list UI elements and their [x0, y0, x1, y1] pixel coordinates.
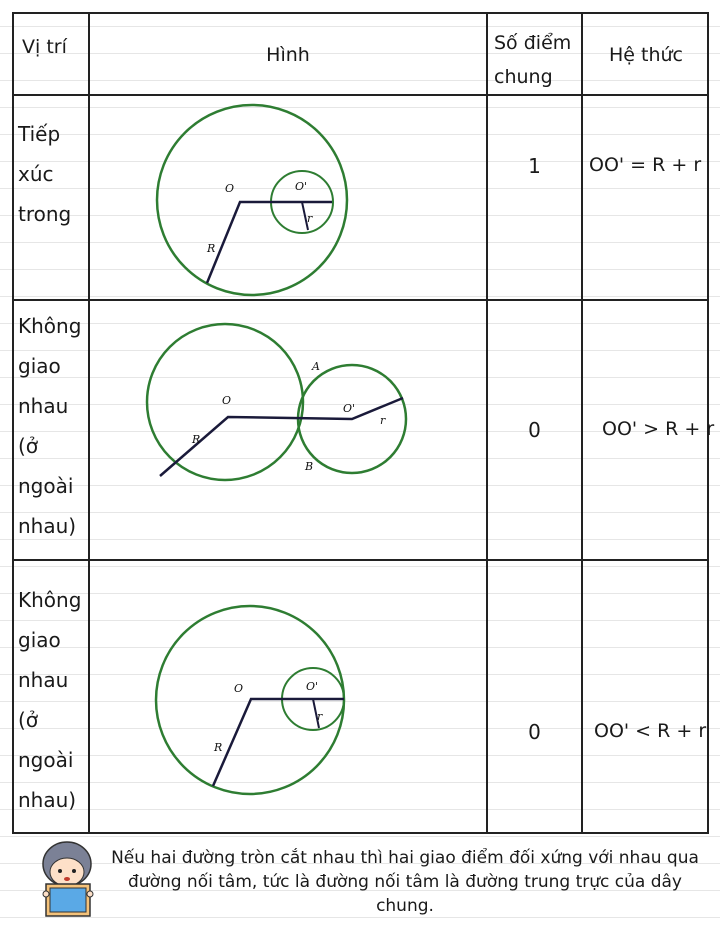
row1-relation: OO' = R + r	[589, 154, 702, 176]
column-divider	[88, 14, 90, 832]
student-avatar-icon	[34, 838, 104, 920]
figure-internal-tangent	[140, 100, 350, 300]
row-divider	[14, 559, 707, 561]
figure-internal-tangent-2	[150, 600, 360, 800]
header-common-points: Số điểm chung	[494, 32, 572, 88]
label-point-a: A	[312, 360, 320, 373]
row1-common-points: 1	[528, 154, 541, 178]
row-divider	[14, 299, 707, 301]
row3-relation: OO' < R + r	[594, 720, 707, 742]
label-point-b: B	[305, 460, 314, 473]
label-o-prime: O'	[295, 180, 308, 193]
row-divider	[14, 94, 707, 96]
center-line	[213, 699, 344, 786]
label-small-radius: r	[317, 710, 323, 723]
center-line	[207, 202, 332, 283]
label-o-prime: O'	[306, 680, 319, 693]
label-o-prime: O'	[343, 402, 356, 415]
row3-position: Không giao nhau (ở ngoài nhau)	[18, 588, 82, 812]
row2-position: Không giao nhau (ở ngoài nhau)	[18, 314, 82, 538]
label-big-radius: R	[192, 433, 201, 446]
figure-external	[135, 318, 415, 493]
column-divider	[581, 14, 583, 832]
header-figure: Hình	[266, 44, 310, 66]
row2-relation: OO' > R + r	[602, 418, 715, 440]
label-o: O	[225, 182, 235, 195]
footer-note: Nếu hai đường tròn cắt nhau thì hai giao điểm đối xứng với nhau qua đường nối tâm, tức là đường nối tâm là đường trung trực của dây chung.	[111, 848, 699, 916]
label-o: O	[234, 682, 244, 695]
header-relation: Hệ thức	[609, 44, 683, 66]
label-o: O	[222, 394, 232, 407]
big-circle	[157, 105, 347, 295]
label-big-radius: R	[207, 242, 216, 255]
label-big-radius: R	[214, 741, 223, 754]
row1-position: Tiếp xúc trong	[18, 122, 72, 226]
row2-common-points: 0	[528, 418, 541, 442]
header-position: Vị trí	[22, 36, 67, 58]
label-small-radius: r	[380, 414, 386, 427]
row3-common-points: 0	[528, 720, 541, 744]
label-small-radius: r	[307, 212, 313, 225]
